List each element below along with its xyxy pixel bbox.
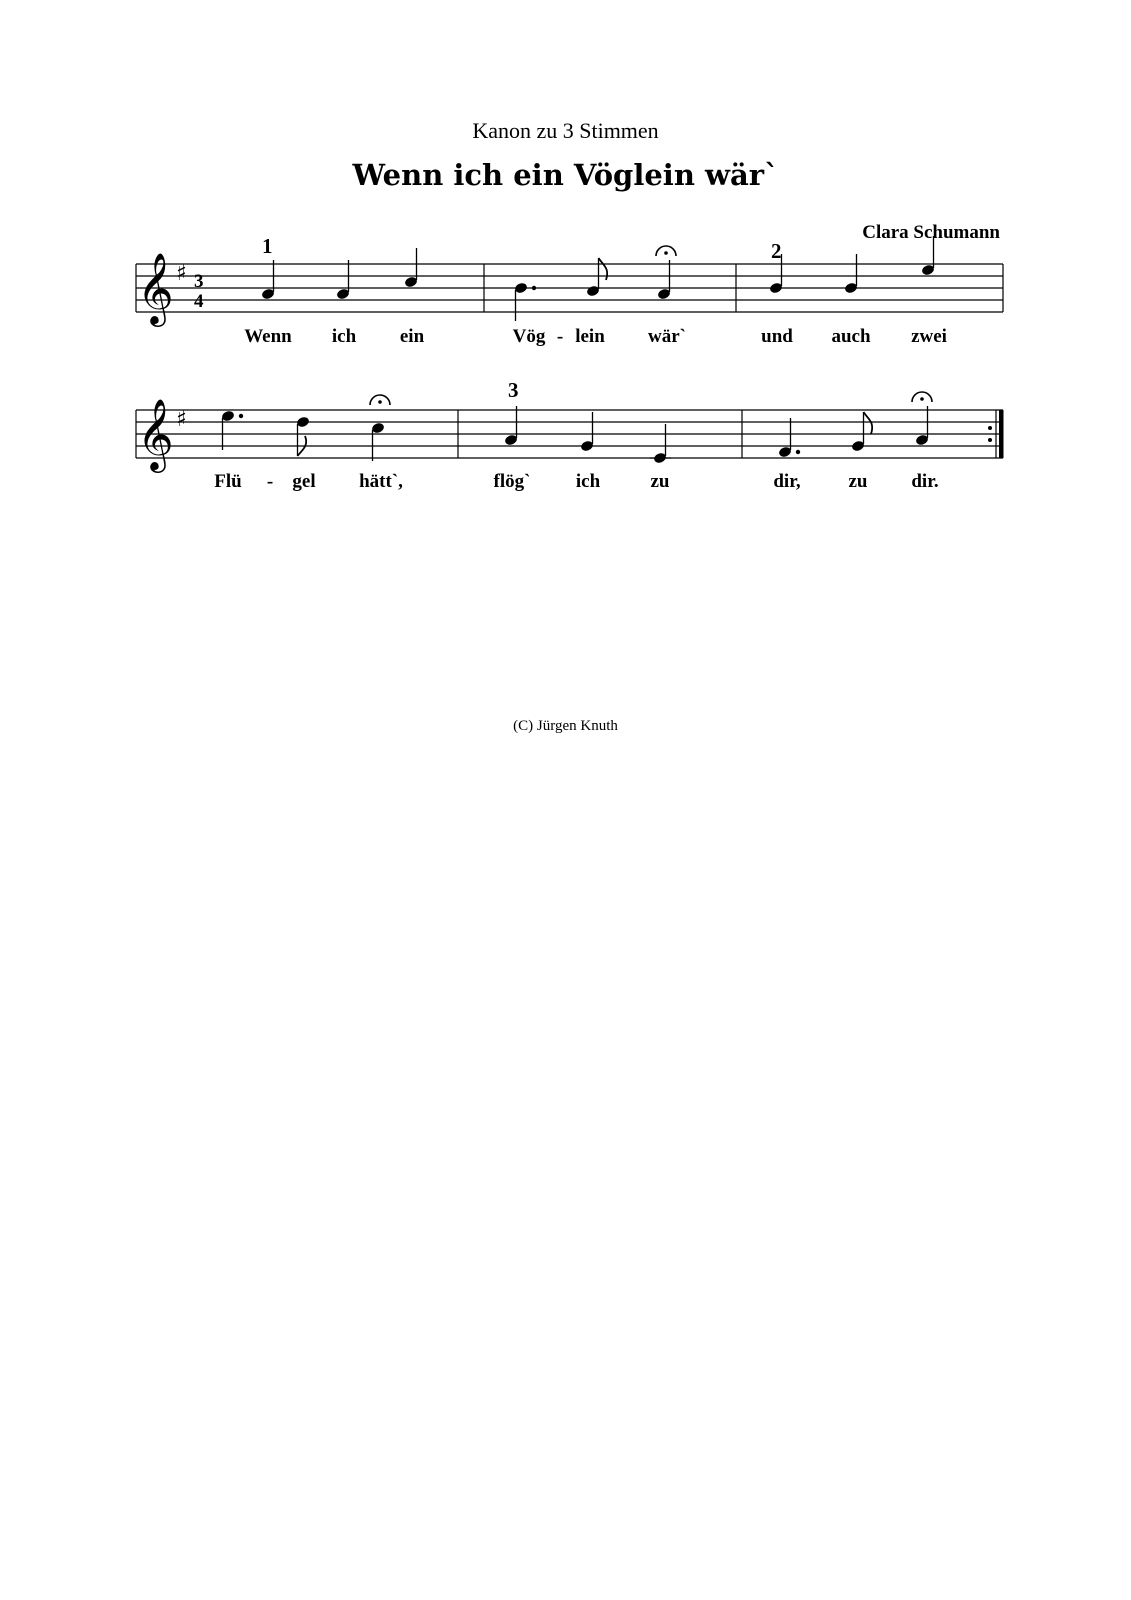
note [296, 416, 310, 456]
lyric-syllable: Flü [214, 471, 242, 492]
lyric-syllable: zu [848, 471, 868, 492]
song-title: Wenn ich ein Vöglein wär` [352, 158, 779, 192]
note [404, 248, 418, 288]
note [221, 410, 243, 450]
lyric-syllable: gel [292, 471, 316, 492]
note [336, 260, 350, 300]
lyric-syllable: ein [399, 326, 425, 347]
fermata-dot [920, 397, 924, 401]
time-signature-bottom: 4 [194, 291, 204, 312]
lyric-hyphen: - [556, 326, 564, 347]
score [0, 0, 1131, 700]
system-2 [136, 378, 1004, 492]
lyric-syllable: zu [650, 471, 670, 492]
lyric-syllable: lein [575, 326, 605, 347]
note [844, 254, 858, 294]
lyric-syllable: Vög [512, 326, 546, 347]
copyright: (C) Jürgen Knuth [513, 718, 618, 734]
fermata-dot [378, 400, 382, 404]
treble-clef-icon: 𝄞 [137, 251, 174, 324]
canon-entry-mark: 2 [771, 239, 782, 263]
lyric-hyphen: - [266, 471, 274, 492]
canon-entry-mark: 3 [508, 378, 519, 402]
key-signature-sharp: ♯ [176, 261, 187, 286]
lyric-syllable: dir, [773, 471, 801, 492]
treble-clef-icon: 𝄞 [137, 397, 174, 470]
fermata-dot [664, 251, 668, 255]
subtitle: Kanon zu 3 Stimmen [472, 118, 659, 143]
lyric-syllable: hätt`, [359, 471, 403, 492]
note [580, 412, 594, 452]
lyric-syllable: auch [831, 326, 871, 347]
note [650, 424, 671, 464]
lyric-syllable: dir. [911, 471, 939, 492]
system-1 [136, 234, 1003, 347]
lyric-syllable: ich [575, 471, 601, 492]
note [261, 260, 275, 300]
note [504, 406, 518, 446]
note [514, 282, 536, 321]
lyric-syllable: wär` [648, 326, 686, 347]
lyric-syllable: flög` [493, 471, 531, 492]
lyric-syllable: zwei [911, 326, 947, 347]
note [778, 418, 800, 458]
note [656, 246, 676, 300]
lyric-syllable: Wenn [244, 326, 292, 347]
time-signature-top: 3 [194, 271, 204, 292]
composer: Clara Schumann [862, 222, 1000, 243]
note [921, 236, 935, 276]
key-signature-sharp: ♯ [176, 407, 187, 432]
staff-lines-1 [136, 264, 1003, 312]
canon-entry-mark: 1 [262, 234, 273, 258]
staff-lines-2 [136, 410, 1003, 458]
note [370, 395, 390, 461]
lyric-syllable: ich [331, 326, 357, 347]
note [912, 392, 932, 446]
lyric-syllable: und [761, 326, 793, 347]
